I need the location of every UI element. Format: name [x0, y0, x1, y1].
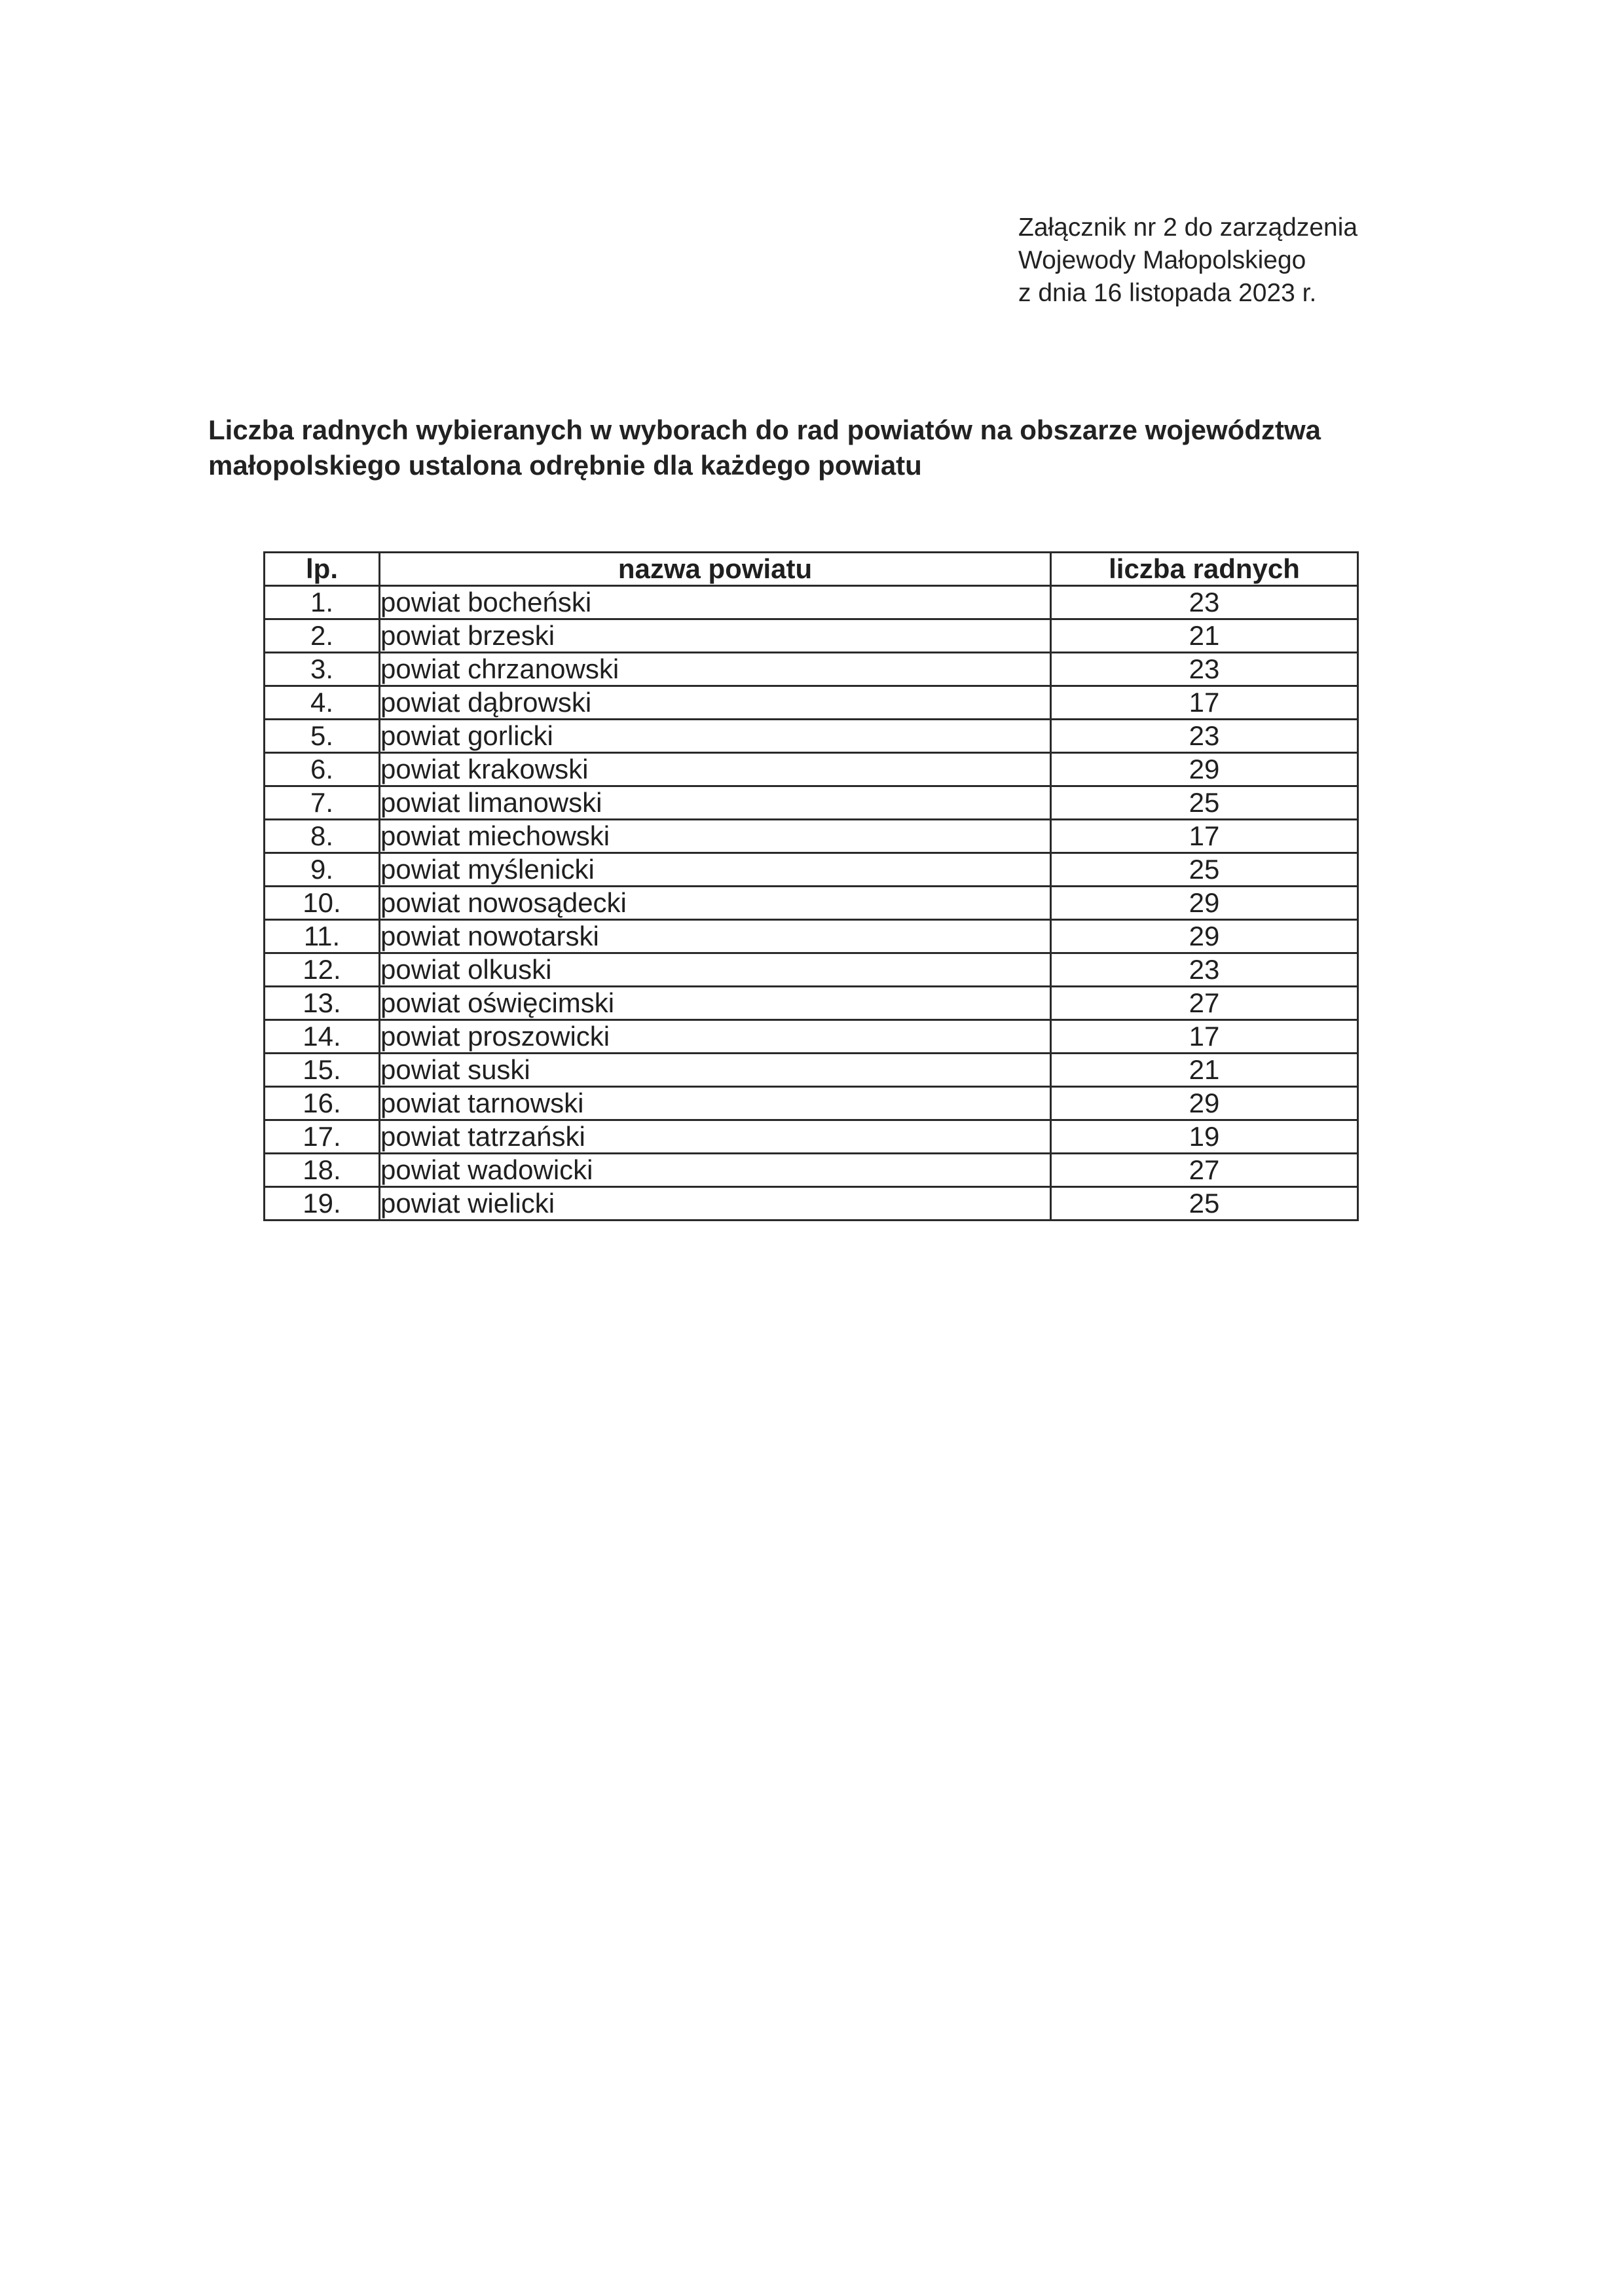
cell-name: powiat suski — [380, 1054, 1051, 1087]
table-header-row — [265, 553, 1358, 586]
header-lp: lp. — [265, 553, 380, 586]
cell-lp: 8. — [265, 820, 380, 853]
table-row — [265, 1087, 1358, 1120]
cell-count: 29 — [1051, 920, 1358, 953]
table-row — [265, 653, 1358, 686]
cell-lp: 5. — [265, 720, 380, 753]
cell-count: 23 — [1051, 953, 1358, 987]
cell-lp: 6. — [265, 753, 380, 786]
table-row — [265, 953, 1358, 987]
table-row — [265, 720, 1358, 753]
cell-count: 23 — [1051, 720, 1358, 753]
cell-name: powiat wielicki — [380, 1187, 1051, 1221]
document-title — [208, 413, 1452, 483]
table-row — [265, 887, 1358, 920]
title-line: Liczba radnych wybieranych w wyborach do rad powiatów na obszarze województwa — [208, 414, 1321, 445]
cell-lp: 15. — [265, 1054, 380, 1087]
councillors-table — [263, 551, 1359, 1221]
cell-count: 21 — [1051, 619, 1358, 653]
cell-name: powiat oświęcimski — [380, 987, 1051, 1020]
cell-count: 29 — [1051, 887, 1358, 920]
cell-name: powiat chrzanowski — [380, 653, 1051, 686]
cell-lp: 4. — [265, 686, 380, 720]
cell-lp: 14. — [265, 1020, 380, 1054]
cell-count: 17 — [1051, 820, 1358, 853]
cell-lp: 2. — [265, 619, 380, 653]
cell-lp: 1. — [265, 586, 380, 619]
table-row — [265, 753, 1358, 786]
cell-lp: 12. — [265, 953, 380, 987]
cell-count: 29 — [1051, 1087, 1358, 1120]
cell-count: 23 — [1051, 586, 1358, 619]
cell-name: powiat nowotarski — [380, 920, 1051, 953]
cell-lp: 17. — [265, 1120, 380, 1154]
cell-name: powiat gorlicki — [380, 720, 1051, 753]
table-row — [265, 853, 1358, 887]
table-row — [265, 619, 1358, 653]
cell-count: 27 — [1051, 987, 1358, 1020]
cell-count: 25 — [1051, 1187, 1358, 1221]
table-row — [265, 820, 1358, 853]
cell-name: powiat olkuski — [380, 953, 1051, 987]
cell-count: 25 — [1051, 786, 1358, 820]
cell-name: powiat myślenicki — [380, 853, 1051, 887]
cell-lp: 11. — [265, 920, 380, 953]
cell-name: powiat dąbrowski — [380, 686, 1051, 720]
table-row — [265, 1054, 1358, 1087]
cell-count: 29 — [1051, 753, 1358, 786]
cell-lp: 16. — [265, 1087, 380, 1120]
cell-lp: 7. — [265, 786, 380, 820]
annex-note — [1018, 211, 1357, 310]
table-row — [265, 1187, 1358, 1221]
cell-count: 25 — [1051, 853, 1358, 887]
cell-lp: 19. — [265, 1187, 380, 1221]
cell-lp: 18. — [265, 1154, 380, 1187]
cell-lp: 9. — [265, 853, 380, 887]
cell-name: powiat proszowicki — [380, 1020, 1051, 1054]
title-line: małopolskiego ustalona odrębnie dla każdego powiatu — [208, 450, 922, 481]
annex-line: z dnia 16 listopada 2023 r. — [1018, 279, 1317, 307]
cell-name: powiat miechowski — [380, 820, 1051, 853]
cell-count: 17 — [1051, 1020, 1358, 1054]
table-row — [265, 920, 1358, 953]
cell-count: 17 — [1051, 686, 1358, 720]
table-row — [265, 987, 1358, 1020]
cell-name: powiat tatrzański — [380, 1120, 1051, 1154]
cell-count: 19 — [1051, 1120, 1358, 1154]
cell-lp: 3. — [265, 653, 380, 686]
table-row — [265, 1154, 1358, 1187]
table-row — [265, 1120, 1358, 1154]
cell-name: powiat tarnowski — [380, 1087, 1051, 1120]
cell-name: powiat limanowski — [380, 786, 1051, 820]
annex-line: Załącznik nr 2 do zarządzenia — [1018, 213, 1358, 242]
cell-count: 21 — [1051, 1054, 1358, 1087]
header-name: nazwa powiatu — [380, 553, 1051, 586]
cell-name: powiat nowosądecki — [380, 887, 1051, 920]
table-row — [265, 1020, 1358, 1054]
cell-lp: 13. — [265, 987, 380, 1020]
table-row — [265, 586, 1358, 619]
cell-name: powiat bocheński — [380, 586, 1051, 619]
table-row — [265, 686, 1358, 720]
cell-lp: 10. — [265, 887, 380, 920]
header-count: liczba radnych — [1051, 553, 1358, 586]
cell-count: 27 — [1051, 1154, 1358, 1187]
cell-name: powiat krakowski — [380, 753, 1051, 786]
cell-count: 23 — [1051, 653, 1358, 686]
table-row — [265, 786, 1358, 820]
cell-name: powiat brzeski — [380, 619, 1051, 653]
cell-name: powiat wadowicki — [380, 1154, 1051, 1187]
annex-line: Wojewody Małopolskiego — [1018, 246, 1306, 274]
